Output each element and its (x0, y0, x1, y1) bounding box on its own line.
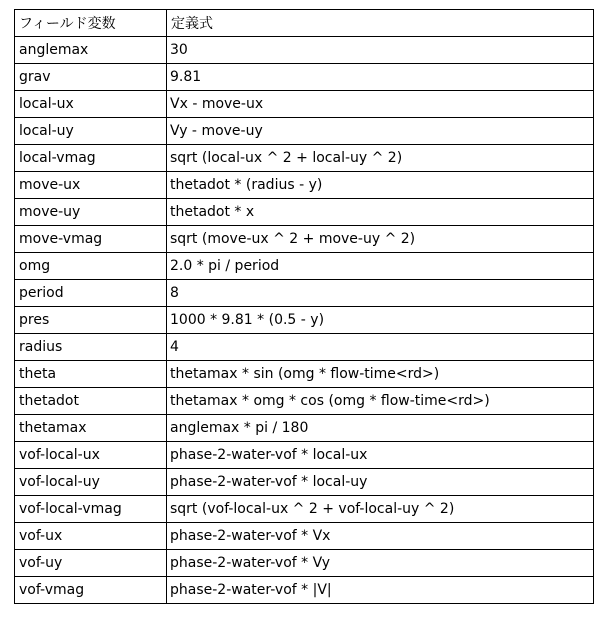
table-row (15, 307, 594, 334)
table-row (15, 415, 594, 442)
field-definition: 4 (167, 334, 594, 361)
field-definition: 2.0 * pi / period (167, 253, 594, 280)
field-definition: thetadot * (radius - y) (167, 172, 594, 199)
field-variable-name: theta (15, 361, 167, 388)
field-variable-name: vof-ux (15, 523, 167, 550)
field-definition: phase-2-water-vof * local-uy (167, 469, 594, 496)
table-row (15, 118, 594, 145)
field-definition: 30 (167, 37, 594, 64)
field-variable-name: thetadot (15, 388, 167, 415)
field-variable-name: pres (15, 307, 167, 334)
table-row (15, 280, 594, 307)
table-row (15, 172, 594, 199)
field-variable-name: grav (15, 64, 167, 91)
field-definition: phase-2-water-vof * Vx (167, 523, 594, 550)
field-definition: anglemax * pi / 180 (167, 415, 594, 442)
field-variable-name: vof-uy (15, 550, 167, 577)
field-definition: thetadot * x (167, 199, 594, 226)
table-body (15, 37, 594, 604)
field-variable-name: radius (15, 334, 167, 361)
field-variable-name: local-uy (15, 118, 167, 145)
table-row (15, 199, 594, 226)
field-definition: thetamax * sin (omg * flow-time<rd>) (167, 361, 594, 388)
field-variable-name: thetamax (15, 415, 167, 442)
field-variable-name: vof-local-vmag (15, 496, 167, 523)
field-variable-name: vof-local-uy (15, 469, 167, 496)
header-field-variable: フィールド変数 (15, 10, 167, 37)
field-definition: 1000 * 9.81 * (0.5 - y) (167, 307, 594, 334)
field-variable-table-container (14, 9, 594, 604)
field-variable-name: vof-local-ux (15, 442, 167, 469)
table-row (15, 361, 594, 388)
field-variable-name: omg (15, 253, 167, 280)
field-variable-name: local-vmag (15, 145, 167, 172)
header-definition: 定義式 (167, 10, 594, 37)
table-row (15, 469, 594, 496)
field-definition: thetamax * omg * cos (omg * flow-time<rd>) (167, 388, 594, 415)
field-variable-name: anglemax (15, 37, 167, 64)
table-row (15, 145, 594, 172)
table-row (15, 496, 594, 523)
field-definition: Vy - move-uy (167, 118, 594, 145)
field-definition: 9.81 (167, 64, 594, 91)
field-variable-name: move-vmag (15, 226, 167, 253)
table-row (15, 226, 594, 253)
table-row (15, 91, 594, 118)
table-row (15, 577, 594, 604)
field-definition: sqrt (vof-local-ux ^ 2 + vof-local-uy ^ 2) (167, 496, 594, 523)
field-definition: sqrt (local-ux ^ 2 + local-uy ^ 2) (167, 145, 594, 172)
field-variable-name: local-ux (15, 91, 167, 118)
field-variable-table (14, 9, 594, 604)
table-row (15, 388, 594, 415)
field-definition: phase-2-water-vof * Vy (167, 550, 594, 577)
field-definition: Vx - move-ux (167, 91, 594, 118)
field-variable-name: move-ux (15, 172, 167, 199)
field-definition: phase-2-water-vof * |V| (167, 577, 594, 604)
field-variable-name: move-uy (15, 199, 167, 226)
table-header-row (15, 10, 594, 37)
field-definition: sqrt (move-ux ^ 2 + move-uy ^ 2) (167, 226, 594, 253)
field-definition: 8 (167, 280, 594, 307)
field-definition: phase-2-water-vof * local-ux (167, 442, 594, 469)
field-variable-name: period (15, 280, 167, 307)
table-row (15, 442, 594, 469)
table-row (15, 37, 594, 64)
table-row (15, 64, 594, 91)
table-row (15, 334, 594, 361)
table-row (15, 523, 594, 550)
field-variable-name: vof-vmag (15, 577, 167, 604)
table-row (15, 253, 594, 280)
table-row (15, 550, 594, 577)
